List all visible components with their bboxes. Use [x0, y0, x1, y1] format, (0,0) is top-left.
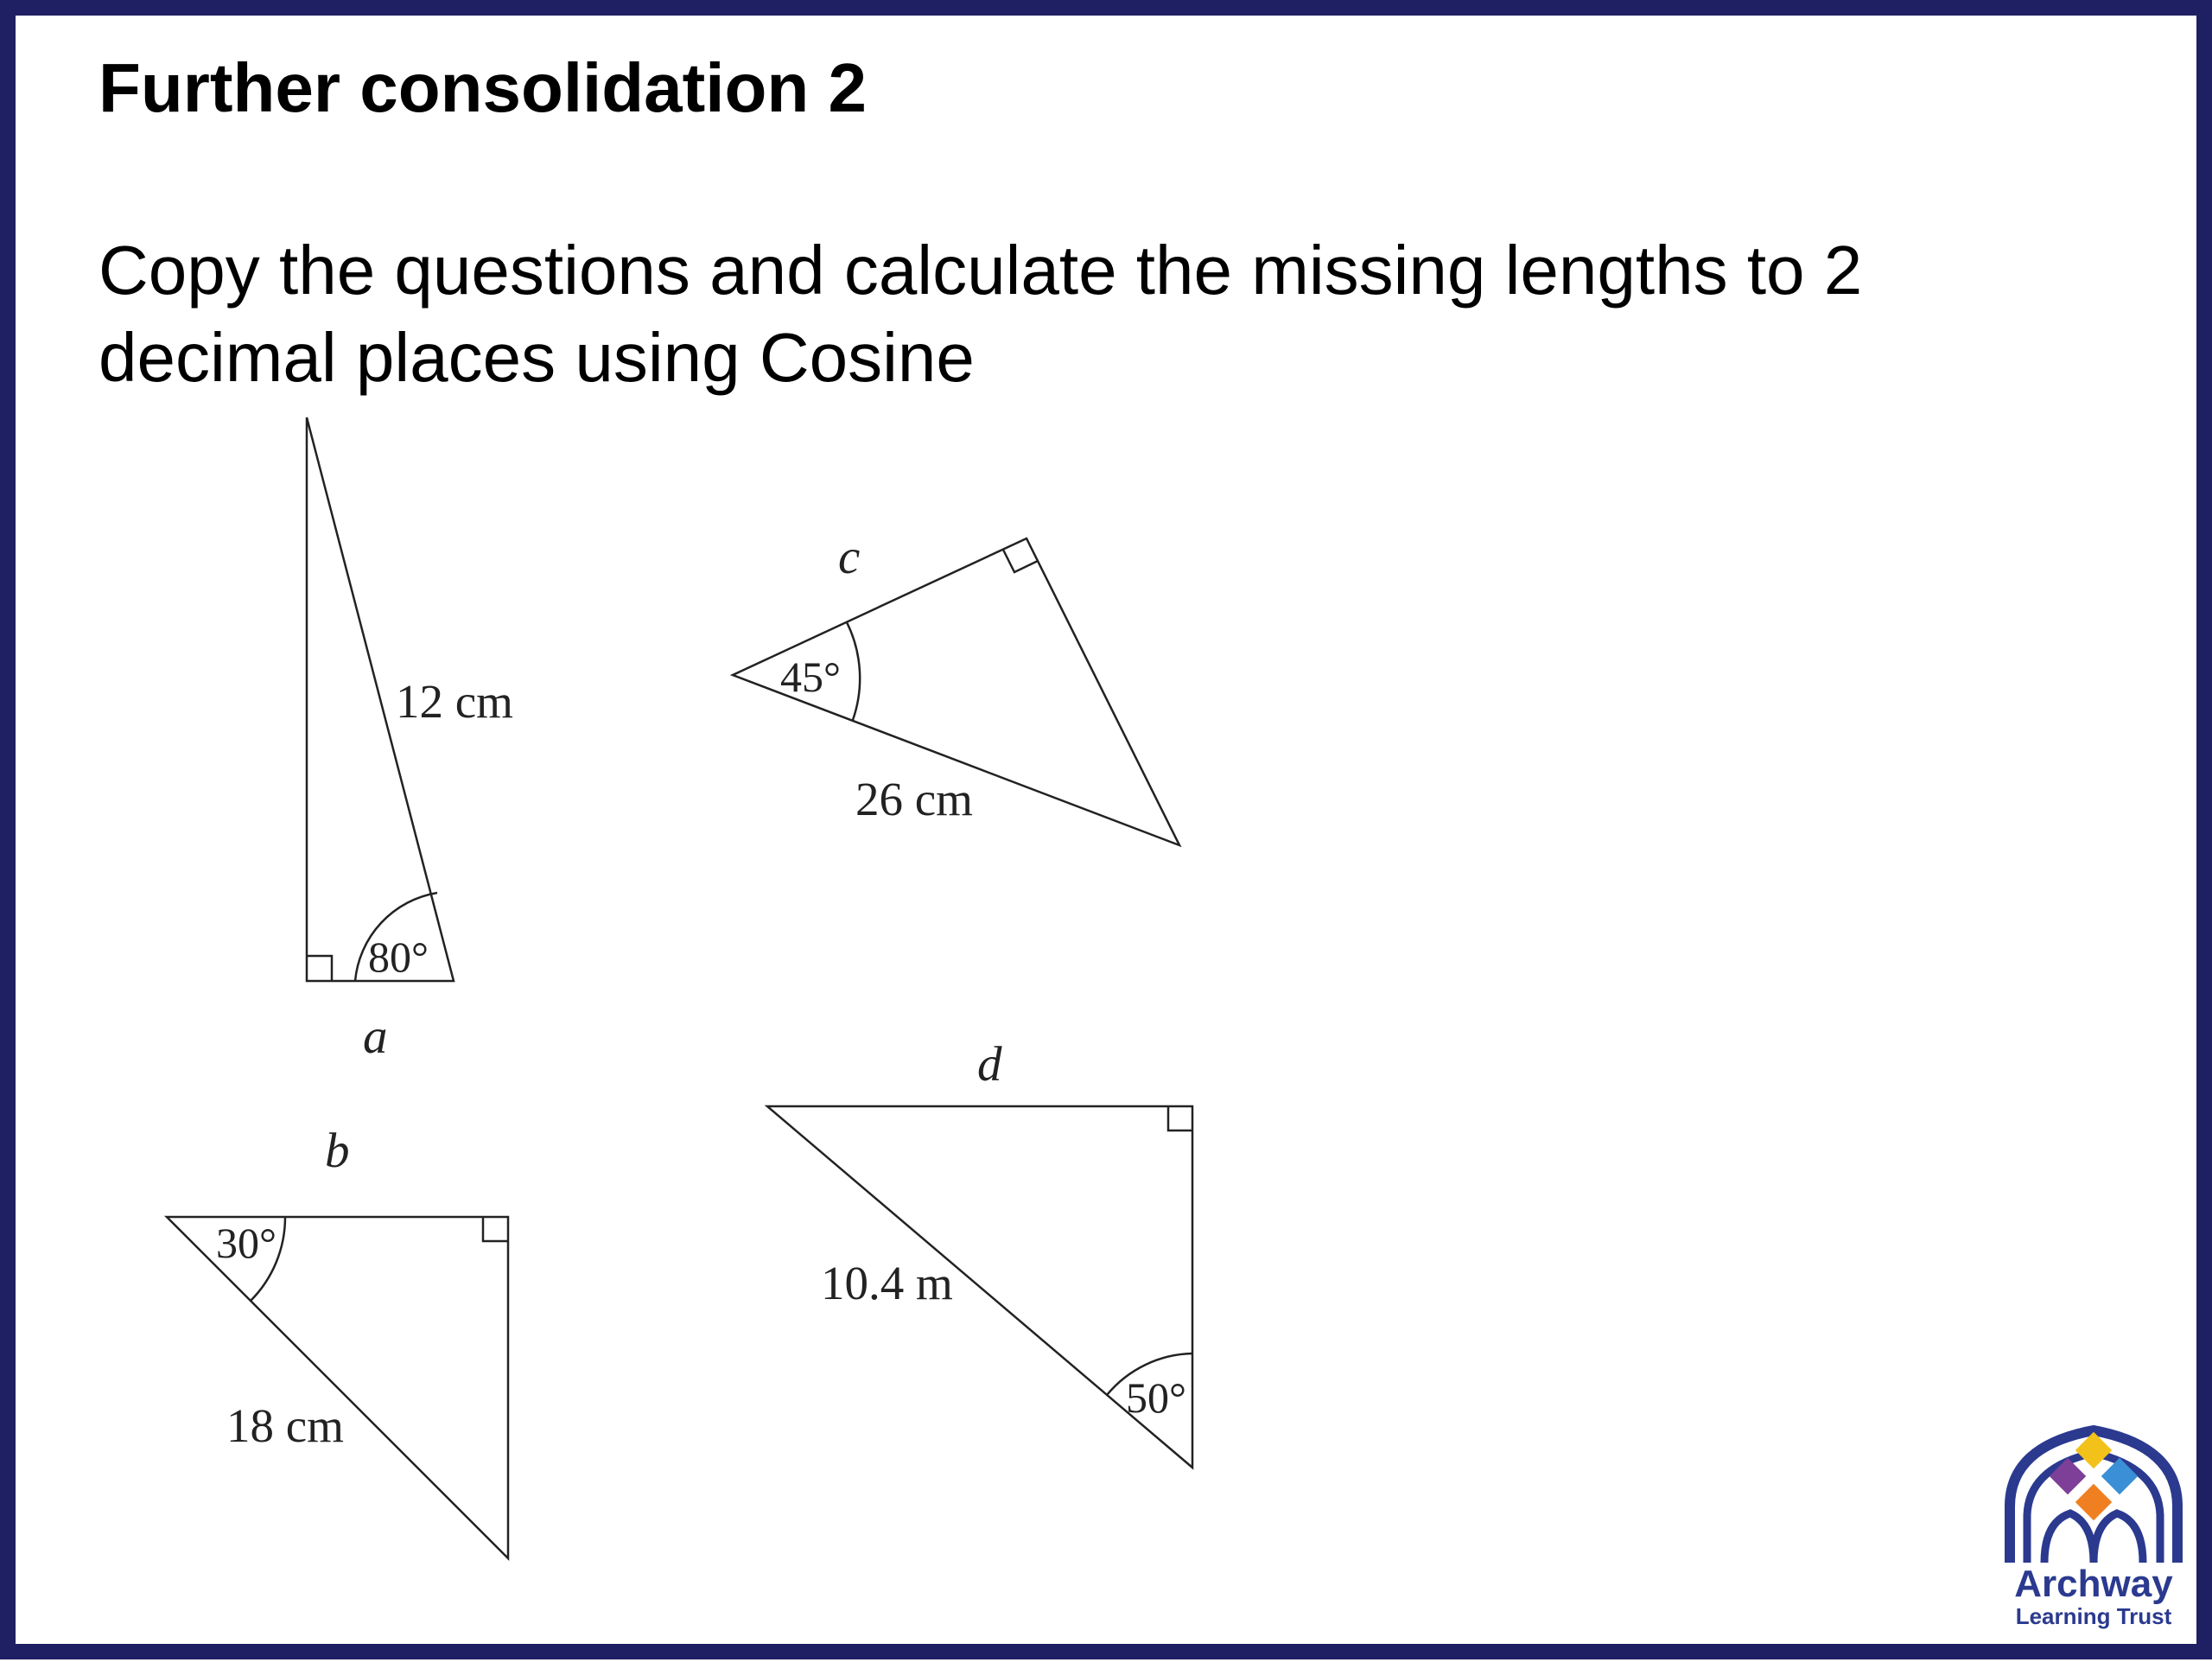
triangle-c-angle-arc: [847, 622, 860, 720]
instructions-text: Copy the questions and calculate the missing lengths to 2 decimal places using Cosine: [99, 232, 1863, 396]
slide-title: Further consolidation 2: [99, 49, 867, 126]
triangle-b-right-angle-marker: [483, 1217, 508, 1241]
triangle-c-right-angle-marker: [1003, 550, 1038, 572]
logo-name: Archway: [2014, 1563, 2173, 1605]
triangle-c: [733, 530, 1179, 845]
archway-logo: [1994, 1420, 2193, 1640]
logo-subtitle: Learning Trust: [2015, 1603, 2172, 1629]
triangle-d: [767, 1037, 1192, 1468]
triangle-a: [307, 417, 513, 1064]
triangle-a-variable-label: a: [363, 1009, 388, 1064]
triangle-diagrams: [16, 16, 2212, 1675]
triangle-c-hypotenuse-label: 26 cm: [855, 773, 973, 825]
triangle-c-angle-label: 45°: [780, 653, 841, 701]
triangle-c-variable-label: c: [838, 530, 861, 584]
triangle-d-angle-label: 50°: [1126, 1373, 1186, 1422]
triangle-d-hypotenuse-label: 10.4 m: [821, 1257, 953, 1309]
triangle-b-angle-label: 30°: [216, 1219, 276, 1267]
triangle-a-right-angle-marker: [307, 956, 332, 981]
triangle-a-hypotenuse-label: 12 cm: [396, 675, 513, 728]
triangle-d-right-angle-marker: [1168, 1106, 1192, 1130]
triangle-b-variable-label: b: [325, 1124, 350, 1178]
triangle-a-angle-label: 80°: [368, 933, 429, 981]
triangle-d-variable-label: d: [977, 1037, 1002, 1092]
triangle-b-shape: [167, 1217, 508, 1558]
triangle-b: [167, 1124, 508, 1558]
archway-arch-icon: [1994, 1420, 2193, 1567]
triangle-b-hypotenuse-label: 18 cm: [226, 1399, 344, 1452]
